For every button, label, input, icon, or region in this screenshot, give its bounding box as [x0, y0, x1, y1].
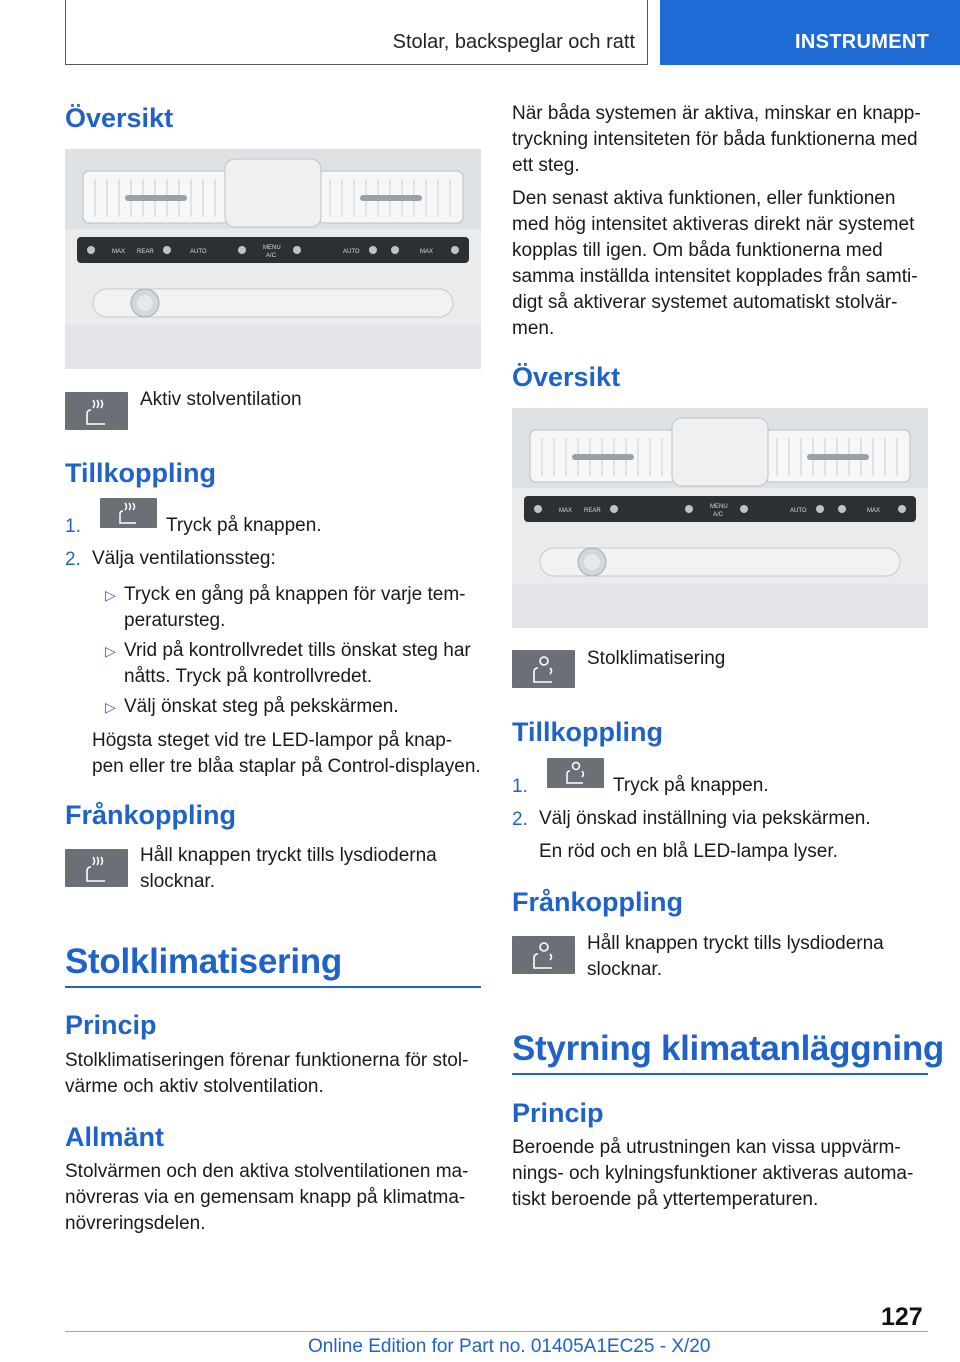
principle-line-2: nings- och kylningsfunktioner aktiveras automa- [512, 1163, 914, 1184]
bullet-marker: ▷ [105, 699, 116, 715]
heading-rule [512, 1073, 928, 1075]
bullet-2-line-2: nåtts. Tryck på kontrollvredet. [124, 666, 373, 687]
bullet-3-line-1: Välj önskat steg på pekskärmen. [124, 696, 399, 717]
svg-text:MAX: MAX [420, 249, 434, 255]
svg-text:MAX: MAX [112, 249, 126, 255]
svg-text:A/C: A/C [266, 253, 277, 259]
last-active-line-4: samma inställda intensitet kopplades från samti- [512, 266, 918, 287]
step-2-number: 2. [65, 549, 81, 570]
general-line-1: Stolvärmen och den aktiva stolventilationen ma- [65, 1161, 469, 1182]
bullet-marker: ▷ [105, 587, 116, 603]
switch-off-line-1: Håll knappen tryckt tills lysdioderna [140, 845, 437, 866]
intro-line-1: När båda systemen är aktiva, minskar en knapp- [512, 103, 921, 124]
seat-ventilation-button-icon [65, 849, 128, 887]
svg-text:MAX: MAX [559, 508, 573, 514]
climate-heading: Stolklimatisering [65, 942, 342, 981]
overview-heading: Översikt [65, 103, 174, 133]
climate-icon-caption: Stolklimatisering [587, 648, 726, 669]
svg-text:AUTO: AUTO [790, 508, 807, 514]
switch-off-line-2: slocknar. [587, 959, 662, 980]
svg-text:REAR: REAR [137, 249, 154, 255]
switch-on-heading: Tillkoppling [65, 458, 216, 488]
switch-off-heading: Frånkoppling [512, 887, 683, 917]
seat-ventilation-button-icon [100, 498, 157, 528]
principle-line-2: värme och aktiv stolventilation. [65, 1076, 324, 1097]
svg-text:AUTO: AUTO [190, 249, 207, 255]
overview-heading: Översikt [512, 362, 621, 392]
climate-panel-illustration [65, 149, 481, 369]
footer-edition[interactable]: Online Edition for Part no. 01405A1EC25 - X/20 [308, 1336, 711, 1357]
header-section-box [65, 0, 648, 65]
seat-climate-button-icon [512, 936, 575, 974]
page-number: 127 [881, 1303, 923, 1331]
principle-line-3: tiskt beroende på yttertemperaturen. [512, 1189, 819, 1210]
bullet-marker: ▷ [105, 643, 116, 659]
bullet-1-line-1: Tryck en gång på knappen för varje tem- [124, 584, 466, 605]
general-heading: Allmänt [65, 1122, 165, 1152]
svg-text:A/C: A/C [713, 512, 724, 518]
general-line-2: növreras via en gemensam knapp på klimatma- [65, 1187, 466, 1208]
step-1-number: 1. [65, 516, 81, 537]
section-title: Stolar, backspeglar och ratt [392, 31, 635, 53]
step-2-text: Välja ventilationssteg: [92, 548, 276, 569]
step-1-text: Tryck på knappen. [613, 775, 769, 796]
climate-panel-photo [512, 408, 928, 628]
last-active-line-2: med hög intensitet aktiveras direkt när systemet [512, 214, 915, 235]
bullet-2-line-1: Vrid på kontrollvredet tills önskat steg har [124, 640, 471, 661]
footer-rule [65, 1331, 928, 1332]
control-heading: Styrning klimatanläggning [512, 1029, 944, 1068]
step-2-text: Välj önskad inställning via pekskärmen. [539, 808, 871, 829]
step-1-number: 1. [512, 776, 528, 797]
intro-line-2: tryckning intensiteten för båda funktionerna med [512, 129, 918, 150]
general-line-3: növreringsdelen. [65, 1213, 206, 1234]
svg-text:REAR: REAR [584, 508, 601, 514]
climate-panel-photo [65, 149, 481, 369]
last-active-line-6: men. [512, 318, 555, 339]
switch-off-line-1: Håll knappen tryckt tills lysdioderna [587, 933, 884, 954]
note-line-1: Högsta steget vid tre LED-lampor på knap- [92, 730, 453, 751]
last-active-line-5: digt så aktiverar systemet automatiskt stolvär- [512, 292, 898, 313]
intro-line-3: ett steg. [512, 155, 580, 176]
last-active-line-1: Den senast aktiva funktionen, eller funktionen [512, 188, 896, 209]
seat-ventilation-button-icon [65, 392, 128, 430]
climate-panel-illustration [512, 408, 928, 628]
principle-line-1: Beroende på utrustningen kan vissa uppvärm- [512, 1137, 901, 1158]
chapter-title: INSTRUMENT [795, 31, 930, 53]
principle-heading: Princip [65, 1010, 157, 1040]
seat-climate-button-icon [547, 758, 604, 788]
bullet-1-line-2: peratursteg. [124, 610, 226, 631]
principle-line-1: Stolklimatiseringen förenar funktionerna för stol- [65, 1050, 469, 1071]
ventilation-icon-caption: Aktiv stolventilation [140, 389, 302, 410]
heading-rule [65, 986, 481, 988]
switch-off-line-2: slocknar. [140, 871, 215, 892]
switch-off-heading: Frånkoppling [65, 800, 236, 830]
seat-climate-button-icon [512, 650, 575, 688]
step-1-text: Tryck på knappen. [166, 515, 322, 536]
svg-text:MAX: MAX [867, 508, 881, 514]
header-chapter-tab[interactable] [660, 0, 960, 65]
note-line-2: pen eller tre blåa staplar på Control-displayen. [92, 756, 481, 777]
svg-text:AUTO: AUTO [343, 249, 360, 255]
switch-on-heading: Tillkoppling [512, 717, 663, 747]
svg-text:MENU: MENU [710, 504, 728, 510]
step-2-note: En röd och en blå LED-lampa lyser. [539, 841, 838, 862]
last-active-line-3: kopplas till igen. Om båda funktionerna med [512, 240, 883, 261]
principle-heading: Princip [512, 1098, 604, 1128]
step-2-number: 2. [512, 809, 528, 830]
svg-text:MENU: MENU [263, 245, 281, 251]
